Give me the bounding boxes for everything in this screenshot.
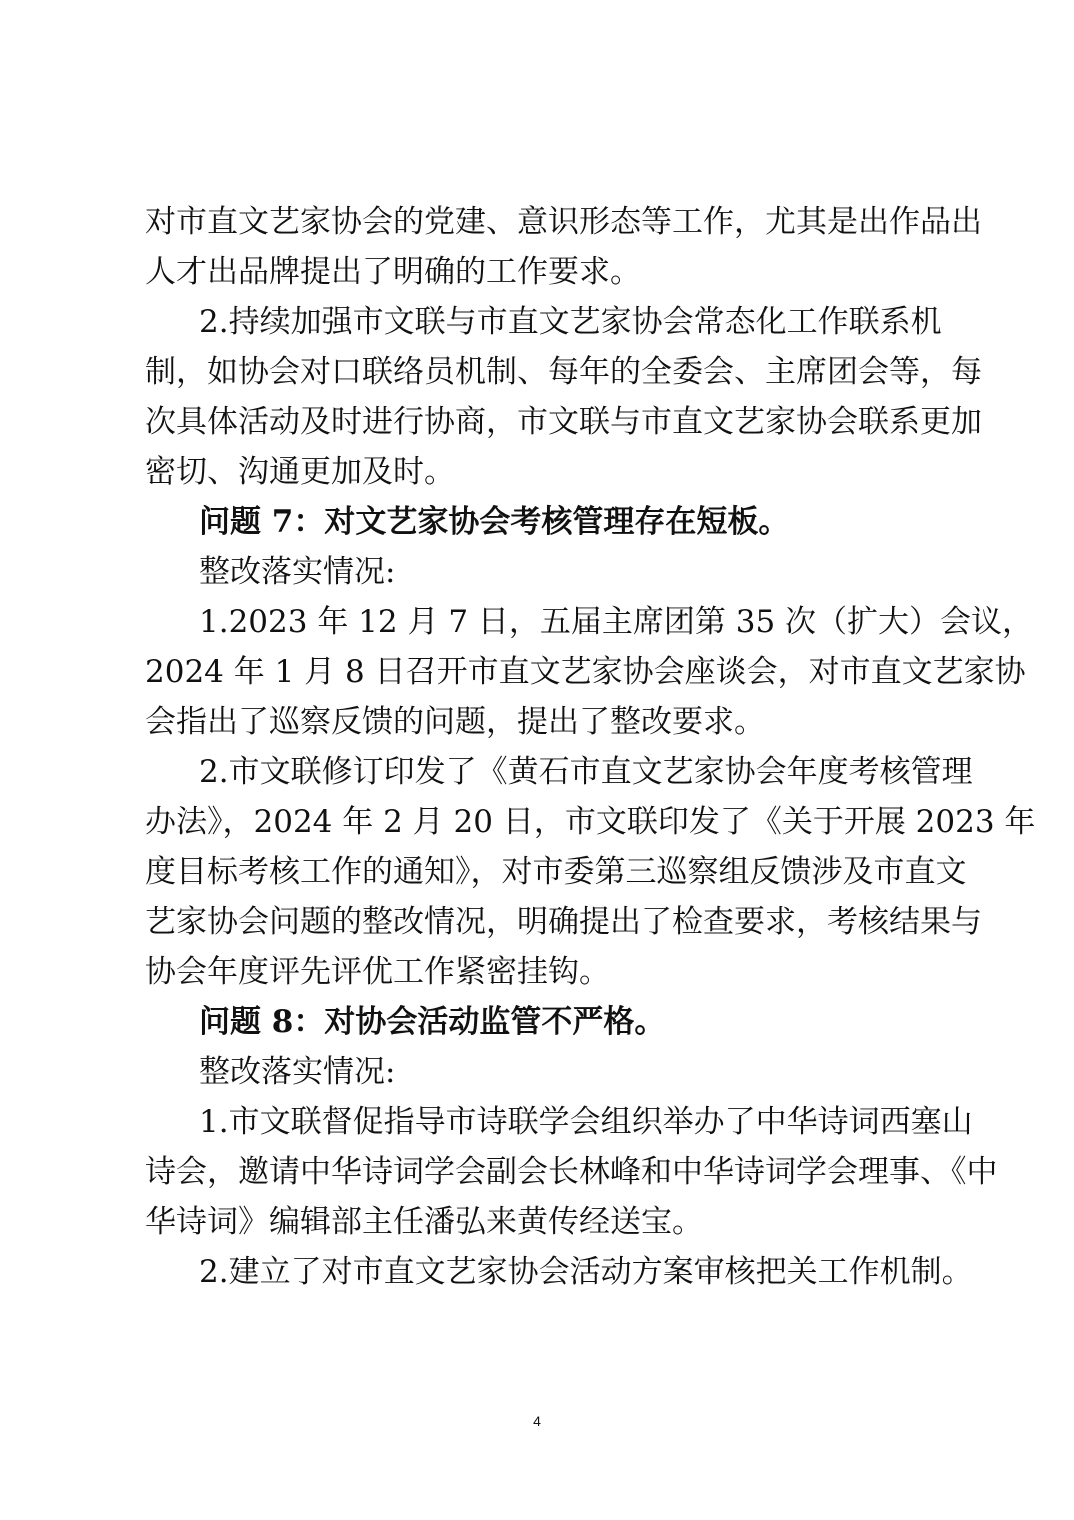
section-label: 整改落实情况: (199, 554, 396, 590)
body-line: 艺家协会问题的整改情况，明确提出了检查要求，考核结果与 (145, 904, 982, 940)
page-number: 4 (533, 1413, 541, 1429)
body-line: 对市直文艺家协会的党建、意识形态等工作，尤其是出作品出 (145, 204, 982, 240)
body-line: 度目标考核工作的通知》，对市委第三巡察组反馈涉及市直文 (145, 854, 967, 890)
body-line: 华诗词》编辑部主任潘弘来黄传经送宝。 (145, 1204, 703, 1240)
issue-heading: 问题 7：对文艺家协会考核管理存在短板。 (199, 504, 790, 540)
body-line: 2.持续加强市文联与市直文艺家协会常态化工作联系机 (199, 304, 942, 340)
body-line: 办法》，2024 年 2 月 20 日，市文联印发了《关于开展 2023 年 (145, 804, 1036, 840)
body-line: 密切、沟通更加及时。 (145, 454, 455, 490)
issue-heading: 问题 8：对协会活动监管不严格。 (199, 1004, 666, 1040)
body-line: 2.市文联修订印发了《黄石市直文艺家协会年度考核管理 (199, 754, 973, 790)
body-line: 诗会，邀请中华诗词学会副会长林峰和中华诗词学会理事、《中 (145, 1154, 998, 1190)
body-line: 1.2023 年 12 月 7 日，五届主席团第 35 次（扩大）会议， (199, 604, 1034, 640)
body-line: 1.市文联督促指导市诗联学会组织举办了中华诗词西塞山 (199, 1104, 973, 1140)
body-line: 会指出了巡察反馈的问题，提出了整改要求。 (145, 704, 765, 740)
body-line: 2024 年 1 月 8 日召开市直文艺家协会座谈会，对市直文艺家协 (145, 654, 1026, 690)
body-line: 2.建立了对市直文艺家协会活动方案审核把关工作机制。 (199, 1254, 973, 1290)
body-line: 协会年度评先评优工作紧密挂钩。 (145, 954, 610, 990)
body-line: 制，如协会对口联络员机制、每年的全委会、主席团会等，每 (145, 354, 982, 390)
section-label: 整改落实情况: (199, 1054, 396, 1090)
body-line: 次具体活动及时进行协商，市文联与市直文艺家协会联系更加 (145, 404, 982, 440)
body-line: 人才出品牌提出了明确的工作要求。 (145, 254, 641, 290)
